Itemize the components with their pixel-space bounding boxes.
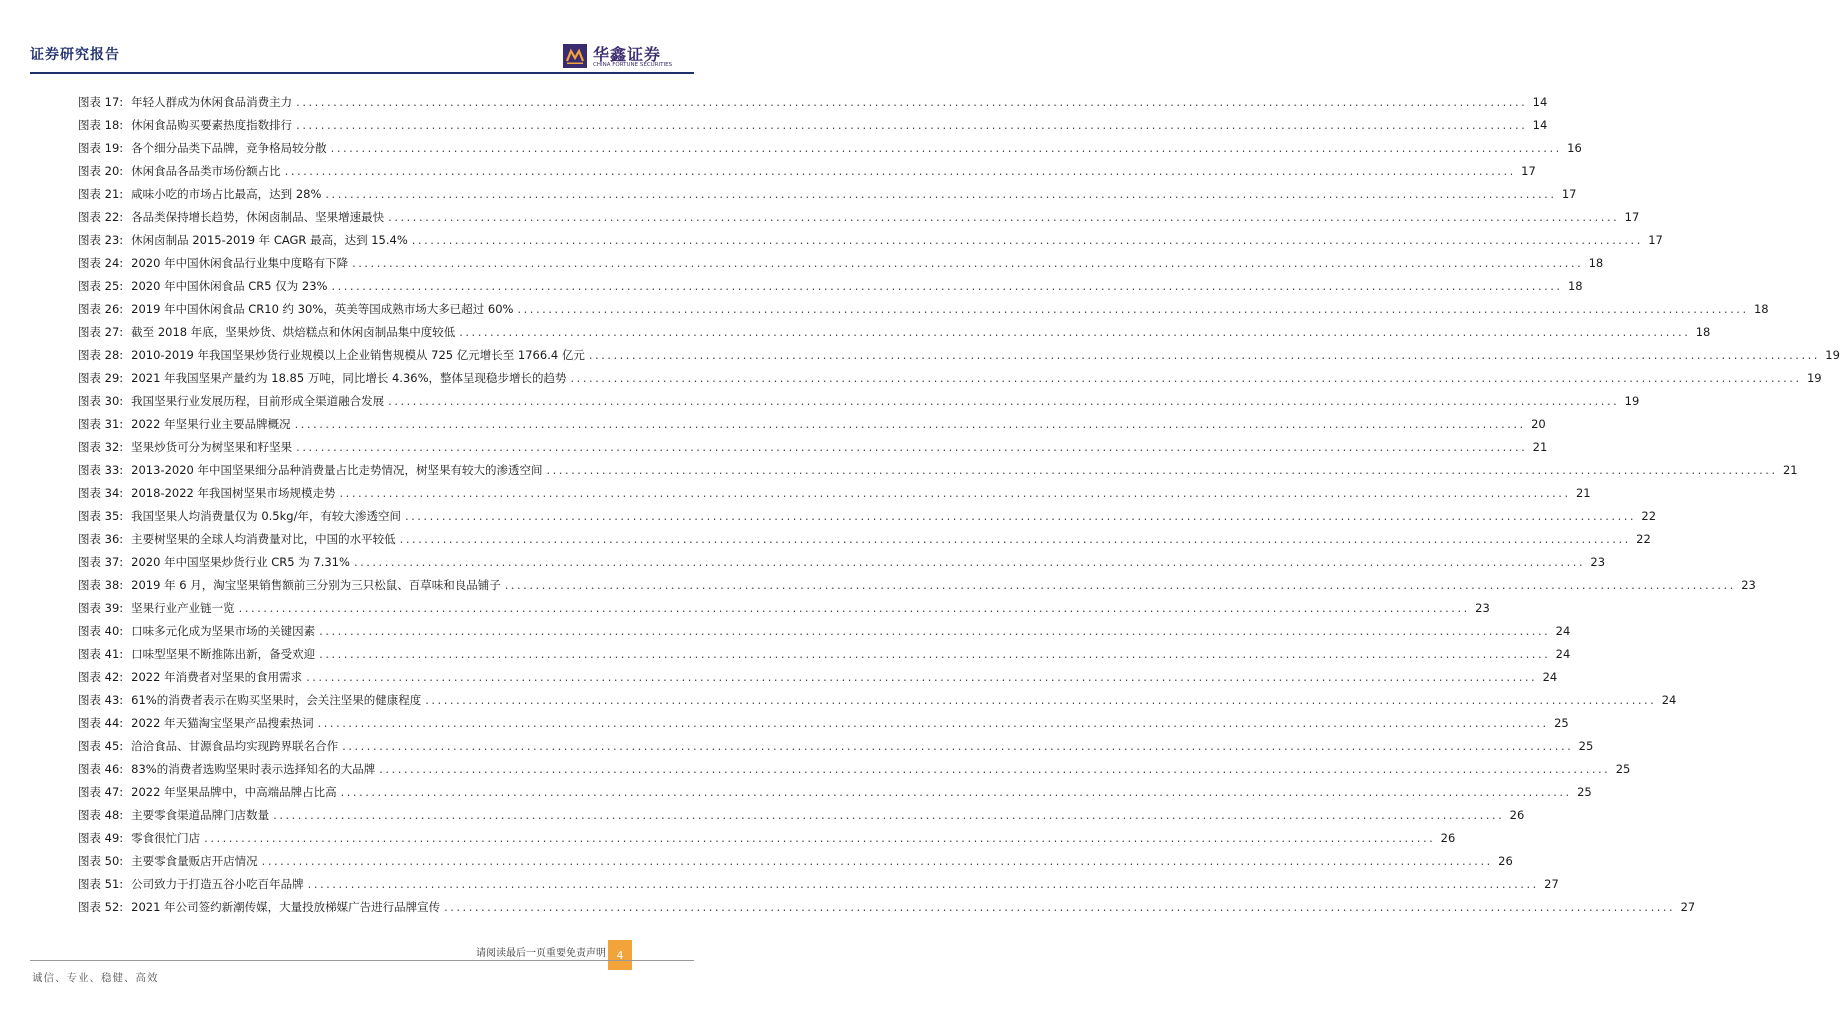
figure-title: 主要零食渠道品牌门店数量: [131, 807, 270, 822]
page-ref: 26: [1498, 853, 1513, 868]
page-ref: 25: [1578, 738, 1594, 753]
figure-number: 图表 35:: [78, 508, 124, 523]
figure-number: 图表 46:: [78, 761, 124, 776]
logo-name: 华鑫证券: [593, 45, 662, 64]
figure-number: 图表 26:: [78, 301, 124, 316]
dot-leader: ........................................................................................................................................................................................................: [307, 876, 1539, 891]
figure-index-list: [78, 90, 1840, 918]
figure-title: 我国坚果人均消费量仅为 0.5kg/年，有较大渗透空间: [131, 508, 401, 523]
figure-title: 各个细分品类下品牌，竞争格局较分散: [131, 140, 327, 155]
figure-number: 图表 33:: [78, 462, 124, 477]
page-number: 4: [608, 940, 632, 970]
figure-title: 咸味小吃的市场占比最高，达到 28%: [131, 186, 322, 201]
dot-leader: ........................................................................................................................................................................................................: [331, 278, 1563, 293]
figure-number: 图表 19:: [78, 140, 124, 155]
figure-title: 主要树坚果的全球人均消费量对比，中国的水平较低: [131, 531, 396, 546]
toc-entry[interactable]: [78, 872, 1559, 895]
figure-title: 2020 年中国坚果炒货行业 CR5 为 7.31%: [131, 554, 350, 569]
dot-leader: ........................................................................................................................................................................................................: [588, 347, 1820, 362]
page-ref: 23: [1741, 577, 1756, 592]
page-ref: 19: [1806, 370, 1822, 385]
dot-leader: ........................................................................................................................................................................................................: [339, 485, 1571, 500]
figure-title: 坚果行业产业链一览: [131, 600, 235, 615]
figure-number: 图表 31:: [78, 416, 124, 431]
toc-entry[interactable]: [78, 826, 1456, 849]
page-ref: 19: [1825, 347, 1840, 362]
page-ref: 21: [1782, 462, 1798, 477]
figure-title: 2022 年消费者对坚果的食用需求: [131, 669, 303, 684]
figure-number: 图表 41:: [78, 646, 124, 661]
figure-title: 休闲食品购买要素热度指数排行: [131, 117, 293, 132]
footer-divider: [30, 960, 694, 961]
figure-title: 2019 年中国休闲食品 CR10 约 30%，英美等国成熟市场大多已超过 60%: [131, 301, 514, 316]
toc-entry[interactable]: [78, 757, 1631, 780]
figure-title: 61%的消费者表示在购买坚果时，会关注坚果的健康程度: [131, 692, 422, 707]
dot-leader: ........................................................................................................................................................................................................: [411, 232, 1643, 247]
toc-entry[interactable]: [78, 274, 1583, 297]
page-ref: 19: [1624, 393, 1640, 408]
figure-title: 2019 年 6 月，淘宝坚果销售额前三分别为三只松鼠、百草味和良品铺子: [131, 577, 501, 592]
report-type-label: 证券研究报告: [30, 47, 120, 63]
toc-entry[interactable]: [78, 527, 1651, 550]
page-ref: 18: [1753, 301, 1769, 316]
dot-leader: ........................................................................................................................................................................................................: [317, 715, 1549, 730]
page-ref: 27: [1544, 876, 1559, 891]
page-ref: 24: [1555, 623, 1571, 638]
figure-number: 图表 50:: [78, 853, 124, 868]
page-ref: 23: [1590, 554, 1606, 569]
page-ref: 26: [1440, 830, 1456, 845]
figure-title: 口味型坚果不断推陈出新，备受欢迎: [131, 646, 316, 661]
dot-leader: ........................................................................................................................................................................................................: [294, 416, 1526, 431]
dot-leader: ........................................................................................................................................................................................................: [296, 439, 1528, 454]
toc-entry[interactable]: [78, 458, 1798, 481]
page-ref: 25: [1615, 761, 1631, 776]
dot-leader: ........................................................................................................................................................................................................: [342, 738, 1574, 753]
page-ref: 24: [1661, 692, 1677, 707]
dot-leader: ........................................................................................................................................................................................................: [340, 784, 1572, 799]
toc-entry[interactable]: [78, 504, 1657, 527]
figure-number: 图表 52:: [78, 899, 124, 914]
huaxin-logo-icon: [563, 44, 587, 68]
page-ref: 14: [1532, 117, 1548, 132]
figure-title: 2021 年公司签约新潮传媒，大量投放梯媒广告进行品牌宣传: [131, 899, 441, 914]
figure-number: 图表 29:: [78, 370, 124, 385]
dot-leader: ........................................................................................................................................................................................................: [319, 623, 1551, 638]
figure-title: 2022 年天猫淘宝坚果产品搜索热词: [131, 715, 314, 730]
figure-title: 2018-2022 年我国树坚果市场规模走势: [131, 485, 336, 500]
toc-entry[interactable]: [78, 665, 1558, 688]
dot-leader: ........................................................................................................................................................................................................: [330, 140, 1562, 155]
figure-number: 图表 17:: [78, 94, 124, 109]
page-ref: 25: [1577, 784, 1592, 799]
toc-entry[interactable]: [78, 320, 1711, 343]
dot-leader: ........................................................................................................................................................................................................: [352, 255, 1584, 270]
figure-title: 各品类保持增长趋势，休闲卤制品、坚果增速最快: [131, 209, 385, 224]
header-divider: [30, 72, 694, 74]
disclaimer-notice: 请阅读最后一页重要免责声明: [476, 948, 606, 959]
dot-leader: ........................................................................................................................................................................................................: [399, 531, 1631, 546]
toc-entry[interactable]: [78, 228, 1663, 251]
company-logo: [563, 44, 693, 70]
page-ref: 22: [1636, 531, 1651, 546]
figure-number: 图表 20:: [78, 163, 124, 178]
toc-entry[interactable]: [78, 619, 1571, 642]
dot-leader: ........................................................................................................................................................................................................: [273, 807, 1505, 822]
page-ref: 21: [1575, 485, 1591, 500]
dot-leader: ........................................................................................................................................................................................................: [504, 577, 1736, 592]
dot-leader: ........................................................................................................................................................................................................: [296, 117, 1528, 132]
page-ref: 20: [1531, 416, 1546, 431]
figure-number: 图表 34:: [78, 485, 124, 500]
toc-entry[interactable]: [78, 435, 1548, 458]
figure-title: 2021 年我国坚果产量约为 18.85 万吨，同比增长 4.36%，整体呈现稳步增长的趋势: [131, 370, 567, 385]
figure-title: 2020 年中国休闲食品行业集中度略有下降: [131, 255, 349, 270]
dot-leader: ........................................................................................................................................................................................................: [353, 554, 1586, 569]
dot-leader: ........................................................................................................................................................................................................: [319, 646, 1551, 661]
figure-title: 公司致力于打造五谷小吃百年品牌: [131, 876, 304, 891]
toc-entry[interactable]: [78, 205, 1640, 228]
dot-leader: ........................................................................................................................................................................................................: [425, 692, 1657, 707]
page-ref: 22: [1641, 508, 1657, 523]
figure-title: 2022 年坚果行业主要品牌概况: [131, 416, 291, 431]
page-ref: 21: [1532, 439, 1548, 454]
figure-number: 图表 30:: [78, 393, 124, 408]
page-ref: 24: [1555, 646, 1571, 661]
figure-title: 休闲食品各品类市场份额占比: [131, 163, 281, 178]
figure-number: 图表 25:: [78, 278, 124, 293]
figure-title: 主要零食量贩店开店情况: [131, 853, 258, 868]
toc-entry[interactable]: [78, 182, 1577, 205]
page-ref: 18: [1588, 255, 1604, 270]
toc-entry[interactable]: [78, 297, 1769, 320]
figure-number: 图表 21:: [78, 186, 124, 201]
dot-leader: ........................................................................................................................................................................................................: [238, 600, 1470, 615]
dot-leader: ........................................................................................................................................................................................................: [306, 669, 1538, 684]
toc-entry[interactable]: [78, 688, 1677, 711]
dot-leader: ........................................................................................................................................................................................................: [570, 370, 1802, 385]
figure-number: 图表 18:: [78, 117, 124, 132]
figure-number: 图表 23:: [78, 232, 124, 247]
figure-number: 图表 39:: [78, 600, 124, 615]
figure-number: 图表 38:: [78, 577, 124, 592]
figure-number: 图表 40:: [78, 623, 124, 638]
figure-number: 图表 42:: [78, 669, 124, 684]
figure-title: 年轻人群成为休闲食品消费主力: [131, 94, 293, 109]
dot-leader: ........................................................................................................................................................................................................: [284, 163, 1516, 178]
figure-title: 2022 年坚果品牌中，中高端品牌占比高: [131, 784, 337, 799]
figure-title: 口味多元化成为坚果市场的关键因素: [131, 623, 316, 638]
page-ref: 24: [1542, 669, 1558, 684]
figure-number: 图表 47:: [78, 784, 124, 799]
toc-entry[interactable]: [78, 550, 1606, 573]
figure-title: 洽洽食品、甘源食品均实现跨界联名合作: [131, 738, 339, 753]
dot-leader: ........................................................................................................................................................................................................: [404, 508, 1637, 523]
toc-entry[interactable]: [78, 803, 1525, 826]
figure-number: 图表 37:: [78, 554, 124, 569]
page-ref: 18: [1695, 324, 1711, 339]
toc-entry[interactable]: [78, 895, 1696, 918]
page-ref: 18: [1567, 278, 1583, 293]
figure-number: 图表 36:: [78, 531, 124, 546]
company-slogan: 诚信、专业、稳健、高效: [32, 972, 159, 984]
toc-entry[interactable]: [78, 573, 1756, 596]
dot-leader: ........................................................................................................................................................................................................: [444, 899, 1676, 914]
dot-leader: ........................................................................................................................................................................................................: [296, 94, 1528, 109]
page-ref: 25: [1554, 715, 1569, 730]
page-ref: 17: [1561, 186, 1577, 201]
dot-leader: ........................................................................................................................................................................................................: [261, 853, 1493, 868]
toc-entry[interactable]: [78, 642, 1571, 665]
figure-title: 2020 年中国休闲食品 CR5 仅为 23%: [131, 278, 328, 293]
dot-leader: ........................................................................................................................................................................................................: [388, 209, 1620, 224]
page-ref: 17: [1648, 232, 1663, 247]
figure-number: 图表 48:: [78, 807, 124, 822]
figure-number: 图表 44:: [78, 715, 124, 730]
dot-leader: ........................................................................................................................................................................................................: [388, 393, 1620, 408]
figure-title: 零食很忙门店: [131, 830, 201, 845]
dot-leader: ........................................................................................................................................................................................................: [204, 830, 1436, 845]
toc-entry[interactable]: [78, 849, 1513, 872]
toc-entry[interactable]: [78, 389, 1640, 412]
figure-title: 坚果炒货可分为树坚果和籽坚果: [131, 439, 293, 454]
figure-number: 图表 43:: [78, 692, 124, 707]
toc-entry[interactable]: [78, 113, 1548, 136]
toc-entry[interactable]: [78, 711, 1569, 734]
figure-title: 休闲卤制品 2015-2019 年 CAGR 最高，达到 15.4%: [131, 232, 408, 247]
toc-entry[interactable]: [78, 780, 1592, 803]
figure-number: 图表 32:: [78, 439, 124, 454]
page-ref: 14: [1532, 94, 1548, 109]
page-ref: 23: [1475, 600, 1490, 615]
figure-number: 图表 22:: [78, 209, 124, 224]
figure-number: 图表 24:: [78, 255, 124, 270]
toc-entry[interactable]: [78, 596, 1490, 619]
figure-title: 我国坚果行业发展历程，目前形成全渠道融合发展: [131, 393, 385, 408]
dot-leader: ........................................................................................................................................................................................................: [459, 324, 1691, 339]
toc-entry[interactable]: [78, 90, 1548, 113]
figure-title: 2010-2019 年我国坚果炒货行业规模以上企业销售规模从 725 亿元增长至 1766.4 亿元: [131, 347, 585, 362]
toc-entry[interactable]: [78, 136, 1582, 159]
figure-number: 图表 51:: [78, 876, 124, 891]
toc-entry[interactable]: [78, 251, 1604, 274]
toc-entry[interactable]: [78, 734, 1594, 757]
toc-entry[interactable]: [78, 481, 1591, 504]
page-ref: 27: [1680, 899, 1696, 914]
toc-entry[interactable]: [78, 159, 1536, 182]
page-ref: 17: [1624, 209, 1640, 224]
toc-entry[interactable]: [78, 366, 1822, 389]
figure-number: 图表 45:: [78, 738, 124, 753]
figure-number: 图表 49:: [78, 830, 124, 845]
page-ref: 16: [1567, 140, 1582, 155]
figure-title: 截至 2018 年底，坚果炒货、烘焙糕点和休闲卤制品集中度较低: [131, 324, 456, 339]
figure-number: 图表 28:: [78, 347, 124, 362]
dot-leader: ........................................................................................................................................................................................................: [546, 462, 1778, 477]
figure-title: 2013-2020 年中国坚果细分品种消费量占比走势情况，树坚果有较大的渗透空间: [131, 462, 543, 477]
dot-leader: ........................................................................................................................................................................................................: [379, 761, 1611, 776]
logo-subtitle: CHINA FORTUNE SECURITIES: [593, 62, 673, 68]
toc-entry[interactable]: [78, 343, 1840, 366]
page-ref: 26: [1509, 807, 1525, 822]
dot-leader: ........................................................................................................................................................................................................: [517, 301, 1749, 316]
figure-title: 83%的消费者选购坚果时表示选择知名的大品牌: [131, 761, 376, 776]
figure-number: 图表 27:: [78, 324, 124, 339]
dot-leader: ........................................................................................................................................................................................................: [325, 186, 1557, 201]
toc-entry[interactable]: [78, 412, 1546, 435]
page-ref: 17: [1521, 163, 1536, 178]
